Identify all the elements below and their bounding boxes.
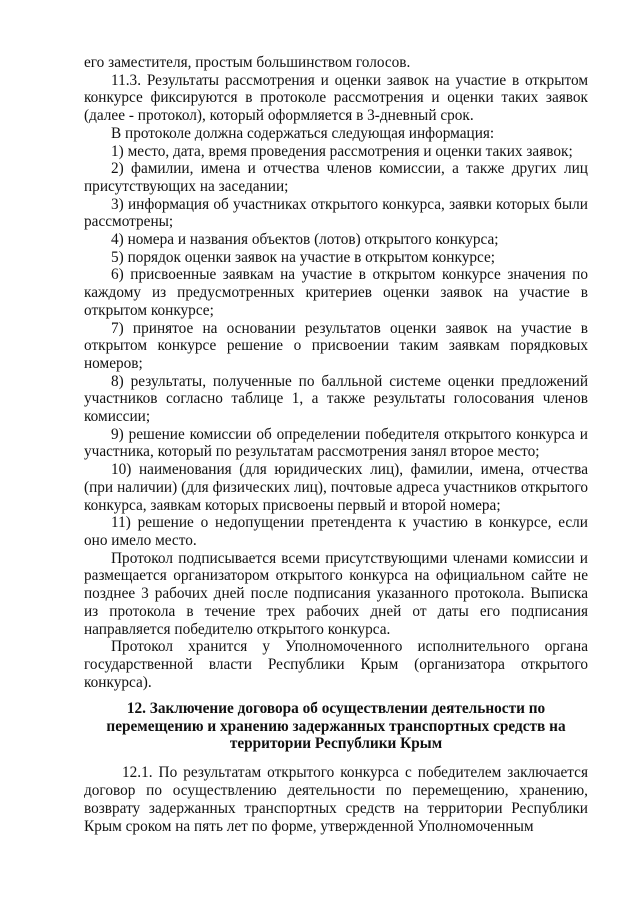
- paragraph: Протокол подписывается всеми присутствующими членами комиссии и размещается организатором открытого конкурса на официальном сайте не позднее 3 рабочих дней после подписания указанного протокола. Выписка из протокола в течение трех рабочих дней от даты его подписания направляется победителю открытого конкурса.: [84, 549, 588, 638]
- paragraph: 11.3. Результаты рассмотрения и оценки заявок на участие в открытом конкурсе фиксируются в протоколе рассмотрения и оценки таких заявок (далее - протокол), который оформляется в 3-дневный срок.: [84, 71, 588, 125]
- list-item: 3) информация об участниках открытого конкурса, заявки которых были рассмотрены;: [84, 195, 588, 231]
- list-item: 10) наименования (для юридических лиц), фамилии, имена, отчества (при наличии) (для физических лиц), почтовые адреса участников открытого конкурса, заявкам которых присвоены первый и второй номера;: [84, 461, 588, 514]
- list-item: 8) результаты, полученные по балльной системе оценки предложений участников согласно таблице 1, а также результаты голосования членов комиссии;: [84, 372, 588, 426]
- heading-line: 12. Заключение договора об осуществлении деятельности по: [126, 700, 546, 717]
- section-12-text: [84, 764, 588, 836]
- paragraph: В протоколе должна содержаться следующая информация:: [111, 124, 495, 142]
- list-item: 2) фамилии, имена и отчества членов комиссии, а также других лиц присутствующих на заседании;: [84, 160, 588, 195]
- paragraph: Протокол хранится у Уполномоченного исполнительного органа государственной власти Республики Крым (организатора открытого конкурса).: [84, 638, 588, 691]
- paragraph: 12.1. По результатам открытого конкурса с победителем заключается договор по осуществлению деятельности по перемещению, хранению, возврату задержанных транспортных средств на территории Республики Крым сроком на пять лет по форме, утвержденной Уполномоченным: [84, 764, 588, 835]
- paragraph: его заместителя, простым большинством голосов.: [84, 54, 411, 71]
- list-item: 7) принятое на основании результатов оценки заявок на участие в открытом конкурсе решение о присвоении таким заявкам порядковых номеров;: [84, 319, 588, 372]
- list-item: 6) присвоенные заявкам на участие в открытом конкурсе значения по каждому из предусмотренных критериев оценки заявок на участие в открытом конкурсе;: [84, 266, 588, 319]
- list-item: 9) решение комиссии об определении победителя открытого конкурса и участника, который по результатам рассмотрения занял второе место;: [84, 425, 588, 461]
- section-12-heading: [84, 700, 588, 753]
- heading-line: перемещению и хранению задержанных транспортных средств на: [106, 717, 566, 735]
- list-item: 1) место, дата, время проведения рассмотрения и оценки таких заявок;: [111, 142, 573, 160]
- list-item: 5) порядок оценки заявок на участие в открытом конкурсе;: [111, 248, 496, 266]
- list-item: 11) решение о недопущении претендента к участию в конкурсе, если оно имело место.: [84, 514, 588, 549]
- heading-line: территории Республики Крым: [229, 735, 443, 753]
- section-11-text: [84, 54, 588, 691]
- list-item: 4) номера и названия объектов (лотов) открытого конкурса;: [111, 231, 499, 249]
